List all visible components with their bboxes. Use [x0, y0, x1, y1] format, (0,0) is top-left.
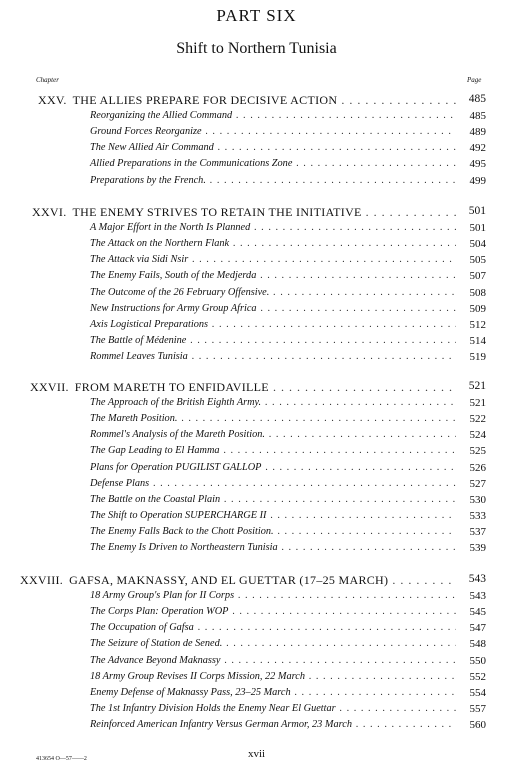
chapter-number: XXVI. — [32, 205, 67, 219]
section-page-number: 499 — [469, 174, 486, 187]
section-title: Enemy Defense of Maknassy Pass, 23–25 March — [90, 686, 291, 698]
section-title: 18 Army Group's Plan for II Corps — [90, 590, 235, 602]
section-entry — [90, 333, 460, 349]
section-title: The Shift to Operation SUPERCHARGE II — [90, 509, 267, 521]
section-entry — [90, 268, 460, 284]
section-page-number: 547 — [469, 622, 486, 635]
section-page-number: 554 — [469, 686, 486, 699]
section-page-number: 524 — [469, 429, 486, 442]
dot-leader — [261, 301, 456, 317]
section-title: 18 Army Group Revises II Corps Mission, 22 March — [90, 670, 305, 682]
dot-leader — [278, 524, 456, 540]
section-title: Rommel's Analysis of the Mareth Position. — [90, 429, 265, 441]
section-entry — [90, 173, 460, 189]
section-page-number: 492 — [469, 142, 486, 155]
dot-leader — [224, 443, 456, 459]
dot-leader — [296, 156, 456, 172]
section-page-number: 522 — [469, 413, 486, 426]
section-title: Reorganizing the Allied Command — [90, 110, 233, 122]
section-title: Plans for Operation PUGILIST GALLOP — [90, 461, 262, 473]
section-entry — [90, 685, 460, 701]
dot-leader — [340, 701, 456, 717]
section-page-number: 508 — [469, 286, 486, 299]
section-title: A Major Effort in the North Is Planned — [90, 222, 251, 234]
section-entry — [90, 317, 460, 333]
section-title: The 1st Infantry Division Holds the Enemy Near El Guettar — [90, 702, 336, 714]
section-page-number: 527 — [469, 477, 486, 490]
section-page-number: 485 — [469, 110, 486, 123]
dot-leader — [233, 236, 456, 252]
section-entry — [90, 285, 460, 301]
section-title: The Mareth Position. — [90, 413, 178, 425]
dot-leader — [341, 92, 456, 108]
chapter-page-number: 521 — [468, 380, 486, 392]
section-title: Defense Plans — [90, 477, 150, 489]
section-entry — [90, 460, 460, 476]
section-page-number: 543 — [469, 590, 486, 603]
dot-leader — [273, 379, 456, 395]
chapter-number: XXVII. — [30, 380, 69, 394]
dot-leader — [269, 427, 456, 443]
section-entry — [90, 636, 460, 652]
section-entry — [90, 653, 460, 669]
dot-leader — [218, 140, 456, 156]
section-entry — [90, 540, 460, 556]
section-entry — [90, 717, 460, 733]
dot-leader — [260, 268, 456, 284]
dot-leader — [392, 572, 456, 588]
dot-leader — [295, 685, 456, 701]
section-entry — [90, 443, 460, 459]
section-entry — [90, 124, 460, 140]
section-page-number: 557 — [469, 702, 486, 715]
dot-leader — [265, 460, 456, 476]
section-title: The Battle of Médenine — [90, 334, 187, 346]
footer-page-number: xvii — [247, 748, 266, 760]
section-page-number: 495 — [469, 158, 486, 171]
chapter-number: XXV. — [38, 93, 67, 107]
section-page-number: 525 — [469, 445, 486, 458]
section-entry — [90, 508, 460, 524]
chapter-page-number: 543 — [468, 573, 486, 585]
section-title: Ground Forces Reorganize — [90, 126, 202, 138]
dot-leader — [190, 333, 456, 349]
section-entry — [90, 476, 460, 492]
section-page-number: 552 — [469, 670, 486, 683]
dot-leader — [181, 411, 456, 427]
section-page-number: 550 — [469, 654, 486, 667]
dot-leader — [273, 285, 456, 301]
section-page-number: 519 — [469, 350, 486, 363]
section-page-number: 526 — [469, 461, 486, 474]
chapter-heading — [20, 572, 460, 588]
section-title: The Enemy Fails, South of the Medjerda — [90, 270, 257, 282]
section-title: Axis Logistical Preparations — [90, 318, 209, 330]
section-page-number: 512 — [469, 318, 486, 331]
chapter-heading — [38, 92, 460, 108]
dot-leader — [224, 653, 456, 669]
section-page-number: 537 — [469, 525, 486, 538]
section-page-number: 504 — [469, 238, 486, 251]
dot-leader — [238, 588, 456, 604]
section-page-number: 505 — [469, 254, 486, 267]
chapter-heading — [30, 379, 460, 395]
chapter-page-number: 501 — [468, 205, 486, 217]
footer-print-code: 413654 O—57——2 — [36, 756, 87, 762]
section-title: The Gap Leading to El Hamma — [90, 445, 220, 457]
section-entry — [90, 604, 460, 620]
section-entry — [90, 140, 460, 156]
section-title: The Occupation of Gafsa — [90, 622, 194, 634]
section-page-number: 501 — [469, 222, 486, 235]
section-title: The Attack via Sidi Nsir — [90, 254, 189, 266]
section-entry — [90, 427, 460, 443]
page-column-label: Page — [467, 76, 482, 84]
chapter-page-number: 485 — [468, 93, 486, 105]
dot-leader — [206, 124, 456, 140]
section-title: The New Allied Air Command — [90, 142, 214, 154]
section-entry — [90, 252, 460, 268]
part-title: PART SIX — [216, 6, 297, 25]
section-page-number: 545 — [469, 606, 486, 619]
dot-leader — [232, 604, 456, 620]
section-entry — [90, 524, 460, 540]
section-entry — [90, 492, 460, 508]
chapter-title: GAFSA, MAKNASSY, AND EL GUETTAR (17–25 MARCH) — [69, 573, 389, 587]
dot-leader — [210, 173, 456, 189]
section-page-number: 530 — [469, 493, 486, 506]
section-entry — [90, 349, 460, 365]
section-entry — [90, 701, 460, 717]
dot-leader — [366, 204, 456, 220]
section-page-number: 533 — [469, 509, 486, 522]
part-subtitle: Shift to Northern Tunisia — [176, 40, 337, 57]
section-title: Allied Preparations in the Communications Zone — [90, 158, 293, 170]
dot-leader — [226, 636, 456, 652]
section-entry — [90, 411, 460, 427]
dot-leader — [153, 476, 456, 492]
section-title: The Seizure of Station de Sened. — [90, 638, 223, 650]
section-title: Rommel Leaves Tunisia — [90, 350, 188, 362]
dot-leader — [254, 220, 456, 236]
section-entry — [90, 156, 460, 172]
section-entry — [90, 301, 460, 317]
dot-leader — [192, 349, 456, 365]
section-entry — [90, 236, 460, 252]
chapter-column-label: Chapter — [36, 76, 59, 84]
dot-leader — [309, 669, 456, 685]
dot-leader — [224, 492, 456, 508]
dot-leader — [265, 395, 456, 411]
section-title: The Corps Plan: Operation WOP — [90, 606, 229, 618]
section-page-number: 539 — [469, 542, 486, 554]
dot-leader — [198, 620, 456, 636]
chapter-heading — [32, 204, 460, 220]
section-entry — [90, 588, 460, 604]
dot-leader — [270, 508, 456, 524]
dot-leader — [236, 108, 456, 124]
chapter-number: XXVIII. — [20, 573, 64, 587]
section-page-number: 521 — [469, 397, 486, 410]
section-entry — [90, 620, 460, 636]
section-title: New Instructions for Army Group Africa — [90, 302, 257, 314]
dot-leader — [192, 252, 456, 268]
section-page-number: 514 — [469, 334, 486, 347]
section-entry — [90, 395, 460, 411]
section-title: The Attack on the Northern Flank — [90, 238, 230, 250]
section-page-number: 548 — [469, 638, 486, 651]
chapter-title: FROM MARETH TO ENFIDAVILLE — [74, 380, 269, 394]
dot-leader — [282, 540, 456, 556]
section-page-number: 560 — [469, 718, 486, 731]
section-entry — [90, 108, 460, 124]
chapter-title: THE ENEMY STRIVES TO RETAIN THE INITIATIVE — [72, 205, 362, 219]
section-entry — [90, 669, 460, 685]
section-title: The Battle on the Coastal Plain — [90, 493, 221, 505]
dot-leader — [212, 317, 456, 333]
section-title: The Enemy Falls Back to the Chott Position. — [90, 525, 274, 537]
section-title: The Outcome of the 26 February Offensive. — [90, 286, 270, 298]
section-title: Reinforced American Infantry Versus German Armor, 23 March — [90, 718, 352, 730]
section-title: The Approach of the British Eighth Army. — [90, 397, 262, 409]
section-page-number: 489 — [469, 126, 486, 139]
section-title: Preparations by the French. — [90, 174, 206, 186]
chapter-title: THE ALLIES PREPARE FOR DECISIVE ACTION — [72, 93, 338, 107]
dot-leader — [356, 717, 456, 733]
section-title: The Enemy Is Driven to Northeastern Tunisia — [90, 542, 278, 553]
section-entry — [90, 220, 460, 236]
section-title: The Advance Beyond Maknassy — [90, 654, 221, 666]
section-page-number: 507 — [469, 270, 486, 283]
section-page-number: 509 — [469, 302, 486, 315]
